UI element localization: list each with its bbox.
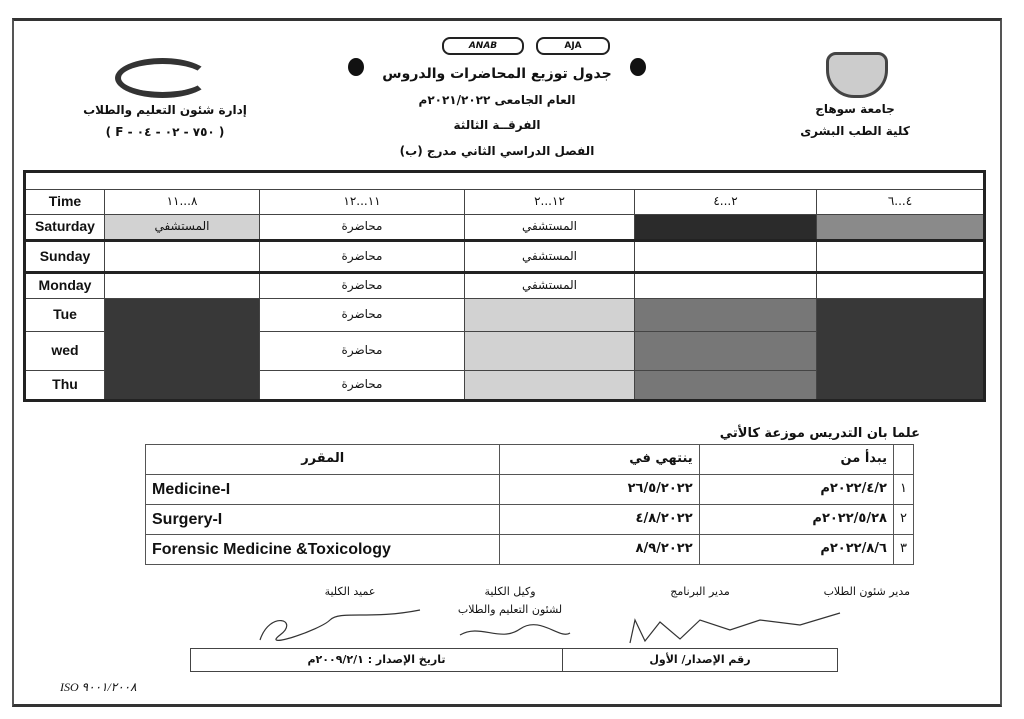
day-label: Saturday (25, 215, 105, 241)
course-name: Surgery-I (146, 505, 500, 535)
year-level: الفرقــة الثالثة (453, 118, 541, 132)
end-date: ٢٦/٥/٢٠٢٢ (500, 475, 699, 505)
hole-punch-mark (348, 58, 364, 76)
day-label: wed (25, 332, 105, 371)
cell (105, 273, 260, 299)
end-date: ٨/٩/٢٠٢٢ (500, 535, 699, 565)
cell (635, 215, 817, 241)
cell: المستشفي (465, 241, 635, 273)
cell (465, 332, 635, 371)
table-row (146, 475, 914, 505)
day-label: Monday (25, 273, 105, 299)
num-header (893, 445, 913, 475)
table-row (146, 505, 914, 535)
cell (817, 273, 985, 299)
signature-label: مدير البرنامج (670, 585, 730, 598)
issue-number: رقم الإصدار/ الأول (562, 649, 837, 672)
signature-label: عميد الكلية (324, 585, 376, 598)
cell (105, 241, 260, 273)
table-row (25, 241, 985, 273)
cell: المستشفي (105, 215, 260, 241)
cell (635, 371, 817, 401)
cell: المستشفي (465, 273, 635, 299)
course-name: Medicine-I (146, 475, 500, 505)
cell: محاضرة (260, 299, 465, 332)
cell: المستشفي (465, 215, 635, 241)
faculty-name: كلية الطب البشرى (800, 124, 910, 138)
start-date: ٢٠٢٢/٤/٢م (699, 475, 893, 505)
start-date: ٢٠٢٢/٥/٢٨م (699, 505, 893, 535)
slot-header: ١٢...٢ (465, 190, 635, 215)
row-number: ٣ (893, 535, 913, 565)
department-name: إدارة شئون التعليم والطلاب (83, 103, 247, 117)
cell: محاضرة (260, 371, 465, 401)
cell (635, 299, 817, 332)
issue-info-table (190, 648, 838, 672)
academic-year: العام الجامعى ٢٠٢١/٢٠٢٢م (418, 93, 576, 107)
day-label: Tue (25, 299, 105, 332)
cell (635, 241, 817, 273)
courses-table (145, 444, 914, 565)
cell: محاضرة (260, 332, 465, 371)
signature-label: لشئون التعليم والطلاب (457, 603, 563, 616)
cell (817, 241, 985, 273)
table-row (25, 215, 985, 241)
schedule-table (23, 170, 986, 402)
cell (635, 332, 817, 371)
table-row (25, 273, 985, 299)
table-header-row (146, 445, 914, 475)
university-name: جامعة سوهاج (815, 102, 895, 116)
slot-header: ١١...١٢ (260, 190, 465, 215)
cell (465, 299, 635, 332)
end-header: ينتهي في (500, 445, 699, 475)
signature-label: مدير شئون الطلاب (823, 585, 910, 598)
row-number: ١ (893, 475, 913, 505)
iso-label: ISO ٩٠٠١/٢٠٠٨ (60, 680, 137, 694)
start-header: يبدأ من (699, 445, 893, 475)
cell (817, 215, 985, 241)
blank-row (25, 172, 985, 190)
semester: الفصل الدراسي الثاني مدرج (ب) (399, 144, 595, 158)
aja-logo: AJA (536, 37, 610, 55)
anab-logo: ANAB (442, 37, 524, 55)
end-date: ٤/٨/٢٠٢٢ (500, 505, 699, 535)
signature-label: وكيل الكلية (484, 585, 536, 598)
handwritten-signatures (240, 605, 870, 645)
table-header-row (25, 190, 985, 215)
slot-header: ٨...١١ (105, 190, 260, 215)
cell: محاضرة (260, 273, 465, 299)
time-header: Time (25, 190, 105, 215)
table-row (25, 299, 985, 332)
hole-punch-mark (630, 58, 646, 76)
cell (105, 299, 260, 401)
cell (465, 371, 635, 401)
distribution-note: علما بان التدريس موزعة كالأتي (719, 426, 920, 441)
table-row (146, 535, 914, 565)
document-title: جدول توزيع المحاضرات والدروس (382, 66, 612, 82)
form-code: ( F - ٧٥٠ - ٠٢ - ٠٤ ) (105, 125, 225, 139)
faculty-logo (115, 58, 210, 98)
course-header: المقرر (146, 445, 500, 475)
cell: محاضرة (260, 241, 465, 273)
start-date: ٢٠٢٢/٨/٦م (699, 535, 893, 565)
slot-header: ٤...٦ (817, 190, 985, 215)
cell (817, 299, 985, 401)
row-number: ٢ (893, 505, 913, 535)
issue-date: تاريخ الإصدار : ٢٠٠٩/٢/١م (191, 649, 563, 672)
day-label: Thu (25, 371, 105, 401)
day-label: Sunday (25, 241, 105, 273)
cell: محاضرة (260, 215, 465, 241)
cell (635, 273, 817, 299)
course-name: Forensic Medicine &Toxicology (146, 535, 500, 565)
slot-header: ٢...٤ (635, 190, 817, 215)
